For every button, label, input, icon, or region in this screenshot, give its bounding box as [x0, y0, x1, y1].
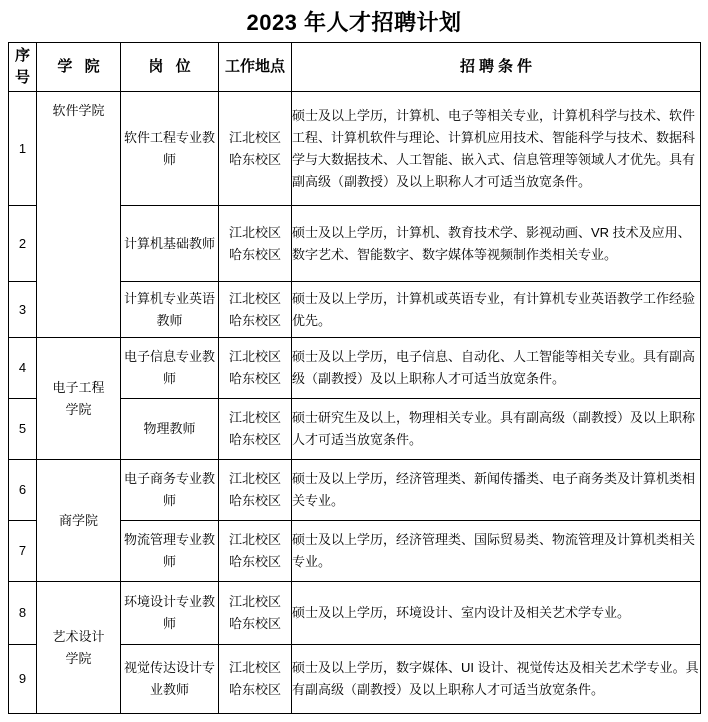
cell-location [219, 399, 292, 460]
cell-requirements: 硕士及以上学历，经济管理类、新闻传播类、电子商务类及计算机类相关专业。 [292, 460, 701, 521]
column-header-no-line1: 序 [14, 47, 30, 64]
cell-requirements: 硕士研究生及以上，物理相关专业。具有副高级（副教授）及以上职称人才可适当放宽条件。 [292, 399, 701, 460]
column-header-college: 学 院 [37, 43, 121, 92]
cell-college [37, 582, 121, 714]
cell-position: 物流管理专业教师 [121, 521, 219, 582]
cell-location-line1: 江北校区 [228, 532, 281, 547]
cell-position: 软件工程专业教师 [121, 92, 219, 206]
cell-college-line2: 学院 [65, 650, 92, 666]
cell-no: 2 [9, 206, 37, 282]
cell-no: 6 [9, 460, 37, 521]
cell-location-line1: 江北校区 [228, 471, 281, 486]
cell-location-line1: 江北校区 [228, 290, 281, 306]
cell-college: 软件学院 [37, 92, 121, 338]
cell-location-line2: 哈东校区 [228, 432, 281, 447]
recruitment-plan-table [8, 42, 701, 714]
table-row [9, 582, 701, 645]
cell-location-line1: 江北校区 [228, 224, 281, 240]
column-header-no-line2: 号 [14, 69, 30, 86]
cell-no: 1 [9, 92, 37, 206]
page-title: 2023 年人才招聘计划 [246, 10, 462, 35]
cell-no: 7 [9, 521, 37, 582]
table-header [9, 43, 701, 92]
cell-location [219, 645, 292, 714]
cell-location [219, 521, 292, 582]
cell-college-line1: 艺术设计 [52, 628, 105, 644]
cell-location-line2: 哈东校区 [228, 493, 281, 508]
cell-no: 9 [9, 645, 37, 714]
recruitment-table-wrapper [8, 42, 700, 714]
cell-requirements: 硕士及以上学历，计算机、电子等相关专业，计算机科学与技术、软件工程、计算机软件与理论、计算机应用技术、智能科学与技术、数据科学与大数据技术、人工智能、嵌入式、信息管理等领域人才优先。具有副高级（副教授）及以上职称人才可适当放宽条件。 [292, 92, 701, 206]
cell-location-line2: 哈东校区 [228, 682, 281, 697]
cell-requirements: 硕士及以上学历，数字媒体、UI 设计、视觉传达及相关艺术学专业。具有副高级（副教授）及以上职称人才可适当放宽条件。 [292, 645, 701, 714]
cell-location-line1: 江北校区 [228, 129, 281, 145]
cell-location-line1: 江北校区 [228, 660, 281, 675]
cell-location-line1: 江北校区 [228, 594, 281, 609]
cell-location-line2: 哈东校区 [228, 371, 281, 386]
cell-location-line2: 哈东校区 [228, 616, 281, 631]
cell-location-line1: 江北校区 [228, 349, 281, 364]
cell-position: 计算机基础教师 [121, 206, 219, 282]
column-header-no [9, 43, 37, 92]
cell-college: 商学院 [37, 460, 121, 582]
table-row [9, 460, 701, 521]
cell-college [37, 338, 121, 460]
cell-no: 5 [9, 399, 37, 460]
cell-location-line1: 江北校区 [228, 410, 281, 425]
cell-location [219, 92, 292, 206]
cell-position: 视觉传达设计专业教师 [121, 645, 219, 714]
cell-location [219, 338, 292, 399]
cell-requirements: 硕士及以上学历，经济管理类、国际贸易类、物流管理及计算机类相关专业。 [292, 521, 701, 582]
table-row [9, 92, 701, 206]
cell-location-line2: 哈东校区 [228, 151, 281, 167]
cell-requirements: 硕士及以上学历，电子信息、自动化、人工智能等相关专业。具有副高级（副教授）及以上职称人才可适当放宽条件。 [292, 338, 701, 399]
table-body [9, 92, 701, 714]
column-header-requirements: 招聘条件 [292, 43, 701, 92]
cell-location-line2: 哈东校区 [228, 246, 281, 262]
cell-position: 电子商务专业教师 [121, 460, 219, 521]
table-header-row [9, 43, 701, 92]
cell-position: 电子信息专业教师 [121, 338, 219, 399]
cell-college-line1: 电子工程 [52, 379, 105, 395]
column-header-location: 工作地点 [219, 43, 292, 92]
cell-college-line2: 学院 [65, 401, 92, 417]
cell-location [219, 282, 292, 338]
cell-location-line2: 哈东校区 [228, 554, 281, 569]
cell-no: 4 [9, 338, 37, 399]
cell-requirements: 硕士及以上学历，计算机、教育技术学、影视动画、VR 技术及应用、数字艺术、智能数字、数字媒体等视频制作类相关专业。 [292, 206, 701, 282]
cell-requirements: 硕士及以上学历，计算机或英语专业，有计算机专业英语教学工作经验优先。 [292, 282, 701, 338]
table-row [9, 338, 701, 399]
cell-position: 物理教师 [121, 399, 219, 460]
cell-position: 环境设计专业教师 [121, 582, 219, 645]
cell-location [219, 206, 292, 282]
cell-position: 计算机专业英语教师 [121, 282, 219, 338]
column-header-position: 岗 位 [121, 43, 219, 92]
cell-requirements: 硕士及以上学历，环境设计、室内设计及相关艺术学专业。 [292, 582, 701, 645]
cell-location-line2: 哈东校区 [228, 312, 281, 328]
cell-no: 8 [9, 582, 37, 645]
cell-location [219, 582, 292, 645]
cell-location [219, 460, 292, 521]
cell-no: 3 [9, 282, 37, 338]
